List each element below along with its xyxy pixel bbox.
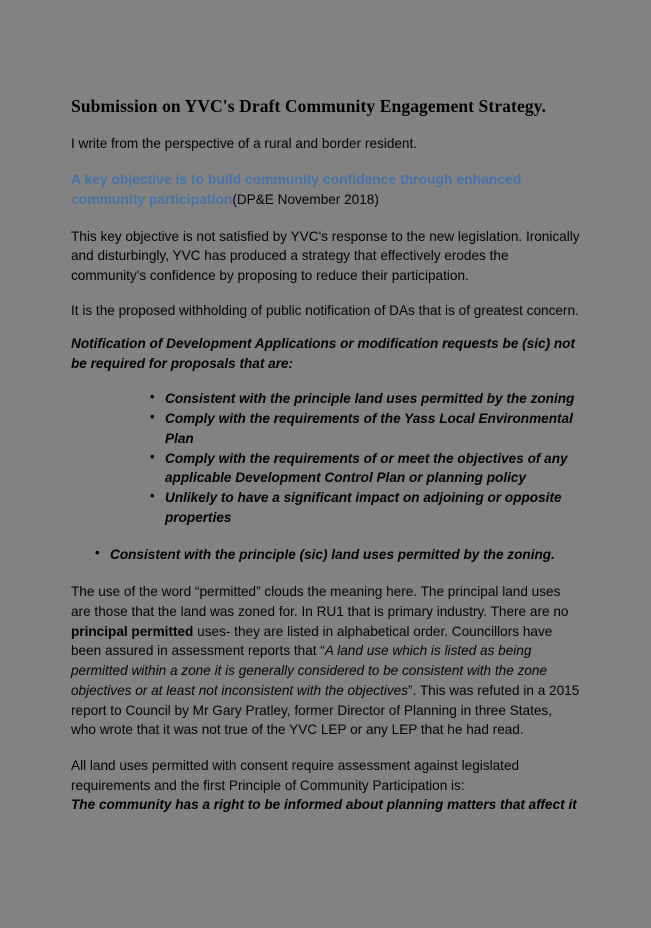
discussion-bold-term: principal permitted: [71, 623, 194, 639]
concern-paragraph: It is the proposed withholding of public notification of DAs that is of greatest concern.: [71, 303, 579, 319]
key-objective-highlight: A key objective is to build community confidence through enhanced community participation: [71, 171, 522, 208]
discussion-part1: The use of the word “permitted” clouds the meaning here. The principal land uses are those that the land was zoned for. In RU1 that is primary industry. There are no: [71, 584, 569, 620]
intro-paragraph: I write from the perspective of a rural and border resident.: [71, 136, 418, 151]
page-title: Submission on YVC's Draft Community Engagement Strategy.: [71, 96, 547, 116]
closing-paragraph: [71, 756, 580, 815]
inner-bullet-list: [71, 389, 580, 527]
response-paragraph: This key objective is not satisfied by YVC's response to the new legislation. Ironically and disturbingly, YVC has produced a strategy that effectively erodes the community's confidence by proposing to reduce their participation.: [71, 229, 580, 283]
outer-bullet-list: [71, 545, 565, 564]
closing-principle: The community has a right to be informed about planning matters that affect it: [71, 797, 577, 813]
list-item: • Consistent with the principle (sic) land uses permitted by the zoning.: [95, 545, 565, 564]
discussion-part2: uses- they are listed in alphabetical order. Councillors have been assured in assessment reports that “: [71, 623, 553, 659]
key-objective-statement: [71, 169, 580, 210]
notification-heading: Notification of Development Applications or modification requests be (sic) not be required for proposals that are:: [71, 336, 576, 371]
discussion-part3: ”. This was refuted in a 2015 report to Council by Mr Gary Pratley, former Director of Planning in three States, who wrote that it was not true of the YVC LEP or any LEP that he had read.: [71, 682, 580, 738]
list-item: • Comply with the requirements of the Yass Local Environmental Plan: [150, 409, 580, 448]
discussion-paragraph: [71, 582, 580, 740]
discussion-quote: A land use which is listed as being permitted within a zone it is generally considered to be consistent with the zone objectives or at least not inconsistent with the objectives: [71, 643, 548, 698]
list-item: • Consistent with the principle land uses permitted by the zoning: [150, 389, 580, 408]
list-item: • Comply with the requirements of or meet the objectives of any applicable Development Control Plan or planning policy: [150, 449, 580, 488]
key-objective-citation: (DP&E November 2018): [232, 192, 379, 208]
closing-lead: All land uses permitted with consent require assessment against legislated requirements and the first Principle of Community Participation is:: [71, 757, 520, 793]
list-item: • Unlikely to have a significant impact on adjoining or opposite properties: [150, 488, 580, 527]
